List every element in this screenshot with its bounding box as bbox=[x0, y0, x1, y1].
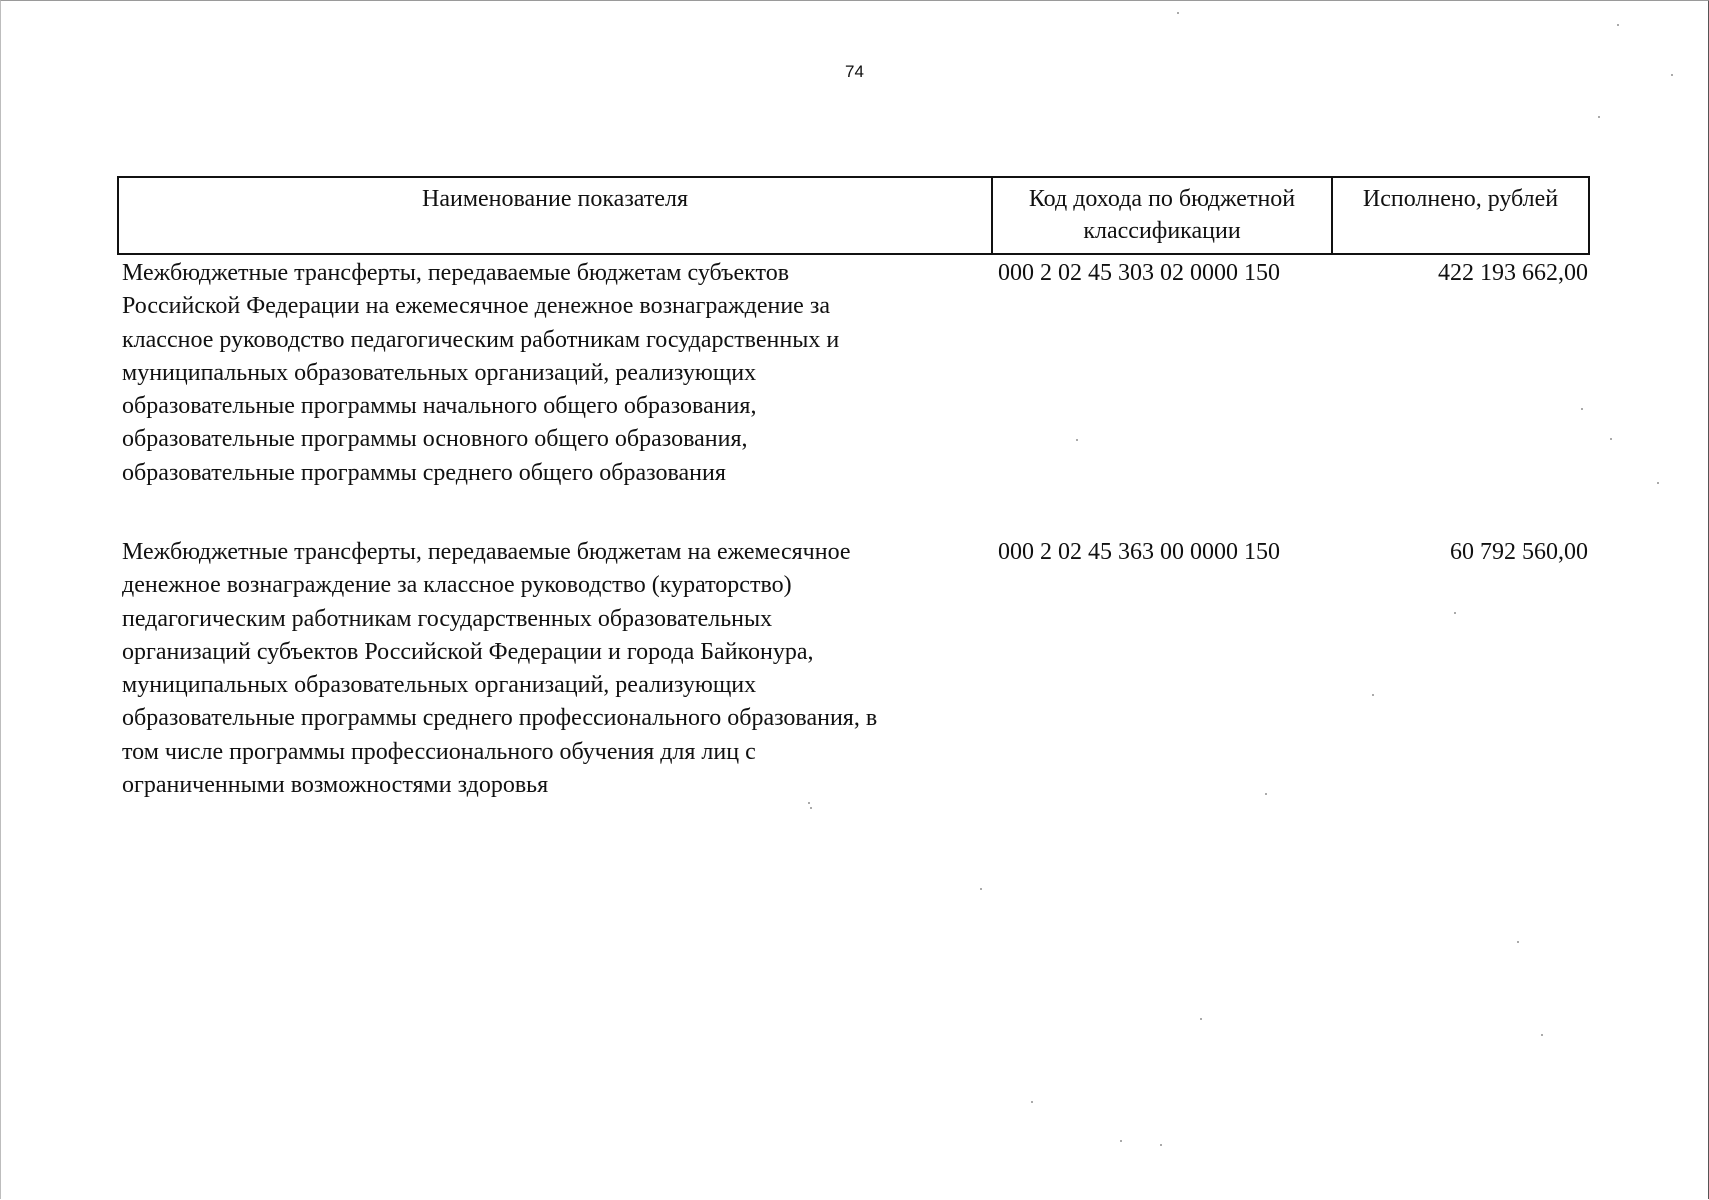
header-name: Наименование показателя bbox=[422, 186, 688, 212]
row-code: 000 2 02 45 303 02 0000 150 bbox=[998, 260, 1280, 286]
header-amount: Исполнено, рублей bbox=[1331, 178, 1588, 253]
row-amount: 60 792 560,00 bbox=[1450, 539, 1588, 565]
page-number: 74 bbox=[845, 62, 864, 81]
row-name: Межбюджетные трансферты, передаваемые бюджетам субъектов Российской Федерации на ежемесячное денежное вознаграждение за классное руководство педагогическим работникам государственных и муниципальных образовательных организаций, реализующих образовательные программы начального общего образования, образовательные программы основного общего образования, образовательные программы среднего общего образования bbox=[122, 260, 840, 486]
header-code: Код дохода по бюджетной классификации bbox=[991, 178, 1331, 253]
table-row bbox=[122, 257, 1592, 497]
row-amount: 422 193 662,00 bbox=[1438, 260, 1588, 286]
table-row bbox=[122, 536, 1592, 806]
row-code: 000 2 02 45 363 00 0000 150 bbox=[998, 539, 1280, 565]
table-header bbox=[117, 176, 1590, 255]
row-name: Межбюджетные трансферты, передаваемые бюджетам на ежемесячное денежное вознаграждение за классное руководство (кураторство) педагогическим работникам государственных образовательных организаций субъектов Российской Федерации и города Байконура, муниципальных образовательных организаций, реализующих образовательные программы среднего профессионального образования, в том числе программы профессионального обучения для лиц с ограниченными возможностями здоровья bbox=[122, 539, 878, 799]
